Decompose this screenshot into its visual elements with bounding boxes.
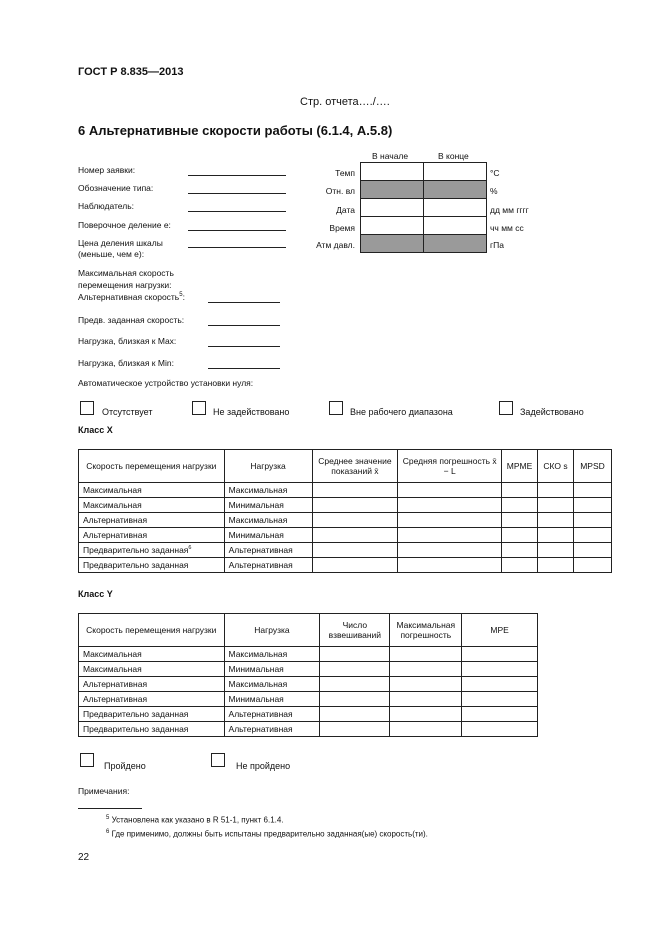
load-cell: Альтернативная bbox=[224, 707, 320, 722]
preset-speed-label: Предв. заданная скорость: bbox=[78, 315, 185, 325]
passed-checkbox[interactable] bbox=[80, 753, 94, 767]
field-observer-label: Наблюдатель: bbox=[78, 201, 134, 211]
speed-cell: Альтернативная bbox=[79, 513, 225, 528]
speed-cell: Альтернативная bbox=[79, 692, 225, 707]
value-cell[interactable] bbox=[538, 558, 574, 573]
max-speed-label-2: перемещения нагрузки: bbox=[78, 280, 172, 290]
value-cell[interactable] bbox=[573, 558, 611, 573]
class-x-header-mpme: MPME bbox=[502, 450, 538, 483]
field-type-input[interactable] bbox=[188, 193, 286, 194]
failed-label: Не пройдено bbox=[236, 761, 291, 771]
table-row bbox=[79, 543, 612, 558]
page-number: 22 bbox=[78, 852, 90, 863]
value-cell[interactable] bbox=[312, 558, 398, 573]
value-cell[interactable] bbox=[462, 677, 538, 692]
conditions-pressure-end[interactable] bbox=[423, 234, 487, 253]
value-cell[interactable] bbox=[462, 692, 538, 707]
zero-setting-label: Автоматическое устройство установки нуля: bbox=[78, 378, 254, 388]
field-verification-division-input[interactable] bbox=[188, 230, 286, 231]
field-observer-input[interactable] bbox=[188, 211, 286, 212]
table-row bbox=[79, 677, 538, 692]
table-row bbox=[79, 707, 538, 722]
conditions-temp-start[interactable] bbox=[360, 162, 424, 181]
conditions-humidity-unit: % bbox=[490, 186, 498, 196]
value-cell[interactable] bbox=[462, 722, 538, 737]
load-cell: Минимальная bbox=[224, 662, 320, 677]
field-scale-division-label: Цена деления шкалы bbox=[78, 238, 163, 248]
field-application-number-label: Номер заявки: bbox=[78, 165, 136, 175]
class-x-header-mpsd: MPSD bbox=[573, 450, 611, 483]
value-cell[interactable] bbox=[538, 483, 574, 498]
conditions-humidity-start[interactable] bbox=[360, 180, 424, 199]
table-row bbox=[79, 692, 538, 707]
value-cell[interactable] bbox=[538, 528, 574, 543]
conditions-date-start[interactable] bbox=[360, 198, 424, 217]
zero-absent-label: Отсутствует bbox=[102, 407, 153, 417]
class-x-header-mean: Среднее значение показаний x̄ bbox=[312, 450, 398, 483]
footnote-ref-6: 6 bbox=[188, 545, 192, 552]
value-cell[interactable] bbox=[398, 528, 502, 543]
class-y-header-speed: Скорость перемещения нагрузки bbox=[79, 614, 225, 647]
table-row bbox=[79, 498, 612, 513]
preset-speed-input[interactable] bbox=[208, 325, 280, 326]
field-scale-division-label-2: (меньше, чем e): bbox=[78, 249, 145, 259]
field-scale-division-input[interactable] bbox=[188, 247, 286, 248]
value-cell[interactable] bbox=[390, 692, 462, 707]
value-cell[interactable] bbox=[398, 513, 502, 528]
conditions-time-label: Время bbox=[329, 223, 355, 233]
load-cell: Минимальная bbox=[224, 692, 320, 707]
value-cell[interactable] bbox=[398, 543, 502, 558]
load-cell: Максимальная bbox=[224, 647, 320, 662]
value-cell[interactable] bbox=[398, 558, 502, 573]
load-cell: Максимальная bbox=[224, 677, 320, 692]
near-max-input[interactable] bbox=[208, 346, 280, 347]
speed-cell: Максимальная bbox=[79, 662, 225, 677]
class-x-header-speed: Скорость перемещения нагрузки bbox=[79, 450, 225, 483]
value-cell[interactable] bbox=[320, 722, 390, 737]
section-title: 6 Альтернативные скорости работы (6.1.4, А.5.8) bbox=[78, 123, 393, 138]
class-x-table bbox=[78, 449, 612, 573]
zero-not-engaged-checkbox[interactable] bbox=[192, 401, 206, 415]
value-cell[interactable] bbox=[538, 498, 574, 513]
load-cell: Альтернативная bbox=[224, 543, 312, 558]
load-cell: Альтернативная bbox=[224, 722, 320, 737]
value-cell[interactable] bbox=[390, 662, 462, 677]
value-cell[interactable] bbox=[462, 662, 538, 677]
conditions-temp-end[interactable] bbox=[423, 162, 487, 181]
report-page-ref: Стр. отчета…./…. bbox=[300, 96, 390, 108]
value-cell[interactable] bbox=[502, 498, 538, 513]
value-cell[interactable] bbox=[320, 692, 390, 707]
value-cell[interactable] bbox=[320, 662, 390, 677]
conditions-temp-unit: °C bbox=[490, 168, 500, 178]
value-cell[interactable] bbox=[390, 677, 462, 692]
value-cell[interactable] bbox=[390, 707, 462, 722]
remarks-label: Примечания: bbox=[78, 786, 130, 796]
speed-cell: Альтернативная bbox=[79, 528, 225, 543]
class-y-title: Класс Y bbox=[78, 589, 113, 599]
value-cell[interactable] bbox=[538, 513, 574, 528]
value-cell[interactable] bbox=[312, 483, 398, 498]
conditions-humidity-end[interactable] bbox=[423, 180, 487, 199]
conditions-start-header: В начале bbox=[372, 151, 409, 161]
value-cell[interactable] bbox=[573, 543, 611, 558]
conditions-pressure-unit: гПа bbox=[490, 240, 504, 250]
value-cell[interactable] bbox=[390, 722, 462, 737]
class-y-header-max-error: Максимальная погрешность bbox=[390, 614, 462, 647]
value-cell[interactable] bbox=[502, 543, 538, 558]
value-cell[interactable] bbox=[312, 543, 398, 558]
value-cell[interactable] bbox=[502, 483, 538, 498]
value-cell[interactable] bbox=[502, 558, 538, 573]
conditions-date-end[interactable] bbox=[423, 198, 487, 217]
value-cell[interactable] bbox=[320, 707, 390, 722]
class-x-header-load: Нагрузка bbox=[224, 450, 312, 483]
value-cell[interactable] bbox=[538, 543, 574, 558]
load-cell: Минимальная bbox=[224, 498, 312, 513]
value-cell[interactable] bbox=[573, 528, 611, 543]
conditions-temp-label: Темп bbox=[335, 168, 355, 178]
table-row bbox=[79, 528, 612, 543]
speed-cell: Предварительно заданная bbox=[79, 558, 225, 573]
field-application-number-input[interactable] bbox=[188, 175, 286, 176]
max-speed-label: Максимальная скорость bbox=[78, 268, 174, 278]
footnote-5: $^5$ Установлена как указано в R 51-1, пункт 6.1.4. bbox=[106, 815, 284, 825]
conditions-date-unit: дд мм гггг bbox=[490, 205, 529, 215]
class-y-header-mpe: MPE bbox=[462, 614, 538, 647]
class-x-title: Класс X bbox=[78, 425, 113, 435]
zero-absent-checkbox[interactable] bbox=[80, 401, 94, 415]
conditions-time-start[interactable] bbox=[360, 216, 424, 235]
footnote-separator bbox=[78, 808, 142, 809]
zero-engaged-checkbox[interactable] bbox=[499, 401, 513, 415]
zero-out-of-range-label: Вне рабочего диапазона bbox=[350, 407, 453, 417]
load-cell: Максимальная bbox=[224, 513, 312, 528]
table-row bbox=[79, 483, 612, 498]
footnote-ref-5: 5 bbox=[179, 292, 183, 299]
near-min-label: Нагрузка, близкая к Min: bbox=[78, 358, 174, 368]
load-cell: Минимальная bbox=[224, 528, 312, 543]
alt-speed-label: Альтернативная скорость$^5$: bbox=[78, 292, 185, 302]
value-cell[interactable] bbox=[502, 513, 538, 528]
class-y-header-count: Число взвешиваний bbox=[320, 614, 390, 647]
near-max-label: Нагрузка, близкая к Max: bbox=[78, 336, 177, 346]
table-row bbox=[79, 647, 538, 662]
value-cell[interactable] bbox=[573, 483, 611, 498]
conditions-end-header: В конце bbox=[438, 151, 469, 161]
speed-cell: Максимальная bbox=[79, 483, 225, 498]
value-cell[interactable] bbox=[398, 498, 502, 513]
zero-not-engaged-label: Не задействовано bbox=[213, 407, 290, 417]
value-cell[interactable] bbox=[312, 528, 398, 543]
field-type-label: Обозначение типа: bbox=[78, 183, 154, 193]
conditions-pressure-label: Атм давл. bbox=[316, 240, 355, 250]
failed-checkbox[interactable] bbox=[211, 753, 225, 767]
load-cell: Максимальная bbox=[224, 483, 312, 498]
value-cell[interactable] bbox=[320, 677, 390, 692]
field-verification-division-label: Поверочное деление e: bbox=[78, 220, 171, 230]
class-y-header-load: Нагрузка bbox=[224, 614, 320, 647]
speed-cell: Максимальная bbox=[79, 498, 225, 513]
value-cell[interactable] bbox=[390, 647, 462, 662]
conditions-humidity-label: Отн. вл bbox=[325, 186, 355, 196]
class-x-header-mean-error: Средняя погрешность x̄ − L bbox=[398, 450, 502, 483]
value-cell[interactable] bbox=[462, 647, 538, 662]
speed-cell: Предварительно заданная$^6$ bbox=[79, 543, 225, 558]
alt-speed-input[interactable] bbox=[208, 302, 280, 303]
value-cell[interactable] bbox=[573, 498, 611, 513]
zero-engaged-label: Задействовано bbox=[520, 407, 584, 417]
load-cell: Альтернативная bbox=[224, 558, 312, 573]
value-cell[interactable] bbox=[312, 498, 398, 513]
table-row bbox=[79, 513, 612, 528]
table-row bbox=[79, 558, 612, 573]
table-row bbox=[79, 662, 538, 677]
speed-cell: Альтернативная bbox=[79, 677, 225, 692]
value-cell[interactable] bbox=[312, 513, 398, 528]
footnote-6: $^6$ Где применимо, должны быть испытаны предварительно заданная(ые) скорость(ти). bbox=[106, 829, 428, 839]
conditions-time-end[interactable] bbox=[423, 216, 487, 235]
value-cell[interactable] bbox=[462, 707, 538, 722]
conditions-time-unit: чч мм сс bbox=[490, 223, 524, 233]
value-cell[interactable] bbox=[398, 483, 502, 498]
table-row bbox=[79, 722, 538, 737]
speed-cell: Максимальная bbox=[79, 647, 225, 662]
class-y-table bbox=[78, 613, 538, 737]
conditions-date-label: Дата bbox=[336, 205, 355, 215]
speed-cell: Предварительно заданная bbox=[79, 722, 225, 737]
passed-label: Пройдено bbox=[104, 761, 146, 771]
near-min-input[interactable] bbox=[208, 368, 280, 369]
zero-out-of-range-checkbox[interactable] bbox=[329, 401, 343, 415]
speed-cell: Предварительно заданная bbox=[79, 707, 225, 722]
value-cell[interactable] bbox=[502, 528, 538, 543]
value-cell[interactable] bbox=[320, 647, 390, 662]
class-x-header-sko: СКО s bbox=[538, 450, 574, 483]
value-cell[interactable] bbox=[573, 513, 611, 528]
conditions-pressure-start[interactable] bbox=[360, 234, 424, 253]
standard-header: ГОСТ Р 8.835—2013 bbox=[78, 66, 184, 78]
